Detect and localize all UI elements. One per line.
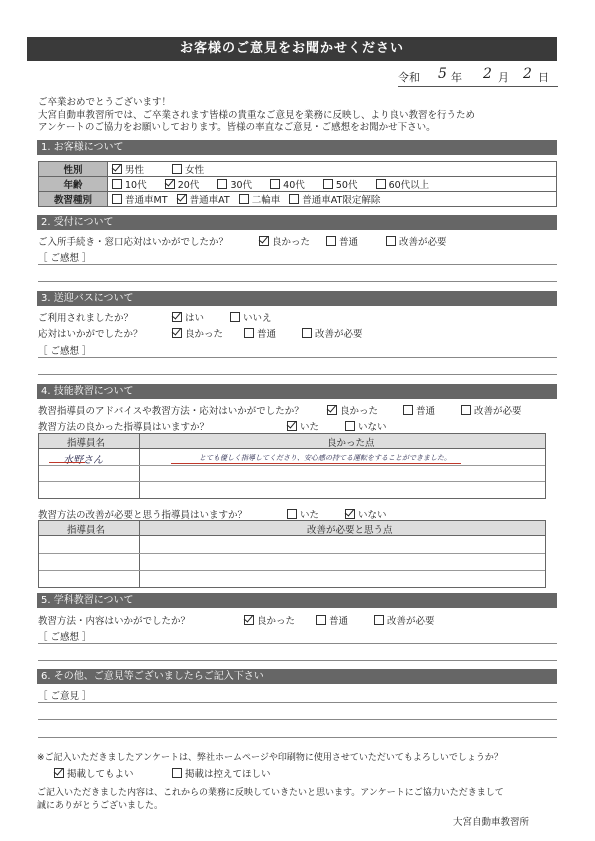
bus-comment-label: ［ ご感想 ］ bbox=[38, 346, 92, 357]
option-label: 良かった bbox=[272, 237, 311, 248]
checkbox-bus-improve[interactable] bbox=[302, 328, 312, 338]
option-label: 良かった bbox=[257, 616, 296, 627]
checkbox-lecture-normal[interactable] bbox=[316, 615, 326, 625]
option-label: 40代 bbox=[283, 180, 305, 191]
section-1-header: 1. お客様について bbox=[37, 140, 557, 155]
section-2-header: 2. 受付について bbox=[37, 215, 557, 230]
good-instructor-question: 教習方法の良かった指導員はいますか？ bbox=[38, 422, 210, 433]
checkbox-advice-good[interactable] bbox=[327, 405, 337, 415]
school-signature: 大宮自動車教習所 bbox=[453, 817, 530, 828]
checkbox-consent-no[interactable] bbox=[172, 768, 182, 778]
consent-question: ※ご記入いただきましたアンケートは、弊社ホームページや印刷物に使用させていただいてもよろしいでしょうか？ bbox=[37, 753, 503, 763]
table-row[interactable] bbox=[39, 481, 545, 482]
date-day-unit: 日 bbox=[538, 71, 549, 84]
comment-line[interactable] bbox=[38, 357, 557, 358]
option-label: 30代 bbox=[230, 180, 253, 191]
bus-service-question: 応対はいかがでしたか？ bbox=[38, 329, 143, 340]
option-label: 普通車AT限定解除 bbox=[302, 195, 381, 206]
customer-info-table bbox=[38, 161, 557, 207]
checkbox-age-30s[interactable] bbox=[217, 179, 227, 189]
other-comment-label: ［ ご意見 ］ bbox=[38, 691, 92, 702]
checkbox-age-10s[interactable] bbox=[112, 179, 122, 189]
option-label: 普通 bbox=[329, 616, 349, 627]
col-improve-points: 改善が必要と思う点 bbox=[307, 525, 393, 536]
date-era: 令和 bbox=[398, 71, 420, 84]
comment-line[interactable] bbox=[38, 702, 557, 703]
option-label: いいえ bbox=[243, 313, 272, 324]
option-label: 普通 bbox=[416, 406, 436, 417]
course-type-label: 教習種別 bbox=[39, 192, 108, 207]
instructor-advice-question: 教習指導員のアドバイスや教習方法・応対はいかがでしたか？ bbox=[38, 406, 304, 417]
intro-line: 大宮自動車教習所では、ご卒業されます皆様の貴重なご意見を業務に反映し、より良い教習を行うため bbox=[38, 109, 476, 121]
checkbox-reception-normal[interactable] bbox=[326, 236, 336, 246]
closing-line: ご記入いただきました内容は、これからの業務に反映していきたいと思います。アンケートにご協力いただきまして bbox=[37, 788, 504, 798]
option-label: 普通 bbox=[339, 237, 359, 248]
table-row[interactable] bbox=[39, 553, 545, 554]
option-label: 普通車AT bbox=[189, 195, 230, 206]
intro-line: アンケートのご協力をお願いしております。皆様の率直なご意見・ご感想をお聞かせ下さい。 bbox=[38, 122, 436, 133]
comment-line[interactable] bbox=[38, 281, 557, 282]
checkbox-motorcycle[interactable] bbox=[239, 194, 249, 204]
date-month-unit: 月 bbox=[498, 71, 509, 84]
option-label: 良かった bbox=[340, 406, 379, 417]
option-label: 男性 bbox=[125, 165, 145, 176]
checkbox-advice-normal[interactable] bbox=[403, 405, 413, 415]
option-label: 普通 bbox=[257, 329, 277, 340]
date-month[interactable]: 2 bbox=[483, 66, 492, 82]
col-instructor-name: 指導員名 bbox=[67, 525, 106, 536]
option-label: 女性 bbox=[185, 165, 205, 176]
age-label: 年齢 bbox=[39, 177, 108, 192]
reception-comment-label: ［ ご感想 ］ bbox=[38, 253, 92, 264]
improve-instructor-question: 教習方法の改善が必要と思う指導員はいますか？ bbox=[38, 510, 248, 521]
closing-line: 誠にありがとうございました。 bbox=[37, 800, 164, 811]
checkbox-consent-yes[interactable] bbox=[54, 768, 64, 778]
option-label: 普通車MT bbox=[125, 195, 168, 206]
handwritten-good-point: とても優しく指導してくださり、安心感の持てる運転をすることができました。 bbox=[199, 454, 451, 462]
checkbox-reception-good[interactable] bbox=[259, 236, 269, 246]
checkbox-good-instructor-yes[interactable] bbox=[287, 421, 297, 431]
option-label: いた bbox=[300, 510, 320, 521]
column-divider bbox=[139, 434, 140, 498]
option-label: いた bbox=[300, 422, 320, 433]
table-header bbox=[39, 434, 545, 449]
option-label: いない bbox=[358, 510, 387, 521]
option-label: 10代 bbox=[125, 180, 147, 191]
section-3-header: 3. 送迎バスについて bbox=[37, 291, 557, 306]
checkbox-bus-normal[interactable] bbox=[244, 328, 254, 338]
option-label: 60代以上 bbox=[388, 180, 430, 191]
lecture-question: 教習方法・内容はいかがでしたか？ bbox=[38, 616, 191, 627]
checkbox-bus-no[interactable] bbox=[230, 312, 240, 322]
checkbox-male[interactable] bbox=[112, 164, 122, 174]
comment-line[interactable] bbox=[38, 374, 557, 375]
date-underline bbox=[398, 86, 558, 87]
option-label: 掲載してもよい bbox=[67, 769, 134, 780]
good-instructor-table bbox=[38, 433, 546, 499]
lecture-comment-label: ［ ご感想 ］ bbox=[38, 632, 92, 643]
checkbox-advice-improve[interactable] bbox=[461, 405, 471, 415]
checkbox-at-limit-removal[interactable] bbox=[289, 194, 299, 204]
date-year[interactable]: 5 bbox=[438, 66, 447, 82]
col-instructor-name: 指導員名 bbox=[67, 438, 106, 449]
gender-label: 性別 bbox=[39, 162, 108, 177]
option-label: 50代 bbox=[335, 180, 358, 191]
checkbox-mt[interactable] bbox=[112, 194, 122, 204]
reception-question: ご入所手続き・窓口応対はいかがでしたか？ bbox=[38, 237, 229, 248]
checkbox-age-50s[interactable] bbox=[323, 179, 333, 189]
comment-line[interactable] bbox=[38, 643, 557, 644]
intro-text bbox=[38, 97, 558, 135]
checkbox-reception-improve[interactable] bbox=[386, 236, 396, 246]
intro-line: ご卒業おめでとうございます！ bbox=[38, 97, 172, 108]
option-label: 二輪車 bbox=[251, 195, 281, 206]
option-label: いない bbox=[358, 422, 387, 433]
red-underline bbox=[171, 463, 461, 464]
checkbox-lecture-improve[interactable] bbox=[374, 615, 384, 625]
comment-line[interactable] bbox=[38, 264, 557, 265]
comment-line[interactable] bbox=[38, 737, 557, 738]
option-label: 改善が必要 bbox=[474, 406, 522, 417]
date-day[interactable]: 2 bbox=[523, 66, 532, 82]
checkbox-age-20s[interactable] bbox=[165, 179, 175, 189]
checkbox-bus-yes[interactable] bbox=[172, 312, 182, 322]
checkbox-good-instructor-no[interactable] bbox=[345, 421, 355, 431]
handwritten-instructor-name: 水野さん bbox=[63, 455, 103, 466]
checkbox-female[interactable] bbox=[172, 164, 182, 174]
option-label: はい bbox=[185, 313, 205, 324]
section-4-header: 4. 技能教習について bbox=[37, 384, 557, 399]
column-divider bbox=[139, 521, 140, 587]
checkbox-bus-good[interactable] bbox=[172, 328, 182, 338]
option-label: 良かった bbox=[185, 329, 224, 340]
option-label: 掲載は控えてほしい bbox=[185, 769, 271, 780]
option-label: 改善が必要 bbox=[387, 616, 435, 627]
checkbox-improve-instructor-yes[interactable] bbox=[287, 509, 297, 519]
checkbox-at[interactable] bbox=[177, 194, 187, 204]
section-5-header: 5. 学科教習について bbox=[37, 593, 557, 608]
option-label: 20代 bbox=[177, 180, 200, 191]
closing-text bbox=[37, 787, 567, 812]
table-row[interactable] bbox=[39, 570, 545, 571]
date-year-unit: 年 bbox=[451, 71, 462, 84]
red-underline bbox=[49, 462, 85, 463]
option-label: 改善が必要 bbox=[399, 237, 447, 248]
col-good-points: 良かった点 bbox=[327, 438, 375, 449]
checkbox-improve-instructor-no[interactable] bbox=[345, 509, 355, 519]
checkbox-lecture-good[interactable] bbox=[244, 615, 254, 625]
improve-instructor-table bbox=[38, 520, 546, 588]
form-title: お客様のご意見をお聞かせください bbox=[27, 37, 557, 61]
section-6-header: 6. その他、ご意見等ございましたらご記入下さい bbox=[37, 669, 557, 684]
comment-line[interactable] bbox=[38, 719, 557, 720]
comment-line[interactable] bbox=[38, 660, 557, 661]
table-header bbox=[39, 521, 545, 536]
date-field bbox=[398, 66, 558, 87]
checkbox-age-60s[interactable] bbox=[376, 179, 386, 189]
option-label: 改善が必要 bbox=[315, 329, 363, 340]
bus-use-question: ご利用されましたか？ bbox=[38, 313, 134, 324]
checkbox-age-40s[interactable] bbox=[270, 179, 280, 189]
table-row[interactable] bbox=[39, 465, 545, 466]
